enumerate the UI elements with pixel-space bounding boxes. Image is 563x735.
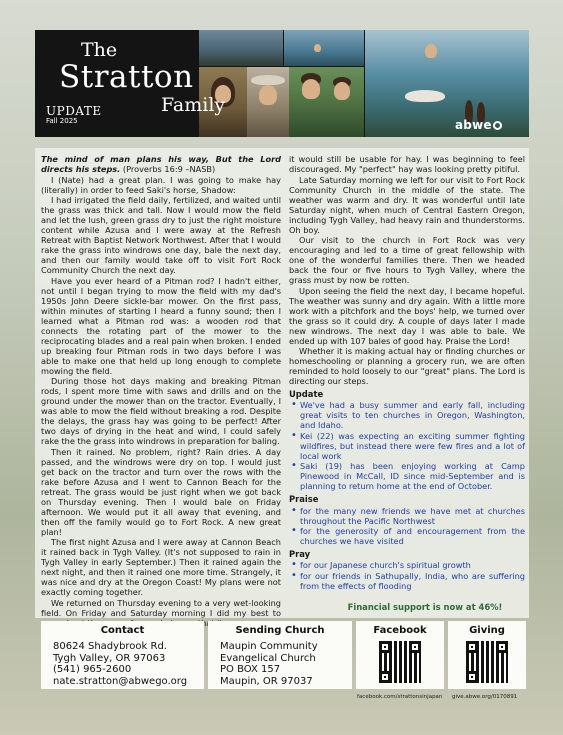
church-name-line-1: Maupin Community xyxy=(220,641,318,652)
praise-heading: Praise xyxy=(289,494,319,505)
praise-list xyxy=(289,506,525,547)
update-label: UPDATE xyxy=(46,104,102,118)
qr-finder-icon xyxy=(379,671,391,683)
title-stratton: Stratton xyxy=(59,59,194,95)
lake-photo xyxy=(199,30,283,66)
facebook-title: Facebook xyxy=(373,625,427,636)
paragraph: We returned on Thursday evening to a very wet-looking field. On Friday and Saturday morning I did my best to that xyxy=(41,597,281,628)
kayak-photo xyxy=(284,30,364,66)
contact-details xyxy=(41,641,204,687)
water-photo xyxy=(365,30,529,137)
list-item: • for the generosity of and encouragement from the churches we have visited xyxy=(289,526,525,546)
update-list xyxy=(289,400,525,491)
church-city-line: Maupin, OR 97037 xyxy=(220,675,313,687)
newsletter-body xyxy=(35,148,529,628)
contact-city-line: Tygh Valley, OR 97063 xyxy=(53,652,166,664)
qr-finder-icon xyxy=(496,641,508,653)
hat-photo xyxy=(247,67,289,137)
paragraph: I (Nate) had a great plan. I was going to make hay (literally) in order to feed Saki's horse, Shadow: xyxy=(41,174,281,195)
facebook-qr-code[interactable] xyxy=(379,641,421,683)
qr-finder-icon xyxy=(409,641,421,653)
contact-title: Contact xyxy=(100,625,145,636)
church-po-box: PO BOX 157 xyxy=(220,664,281,675)
paragraph: Then it rained. No problem, right? Rain dries. A day passed, and the windrows were dry on top. I would just get back on the tractor and turn over the rows with the rake before Azusa and I went to Cannon Beach for the retreat. The grass would be just right when we got back on Thursday evening. Then I would bale on Friday afternoon. We would put it all away that evening, and then off the family would go to Fort Rock. A new great plan! xyxy=(41,446,281,537)
contact-address-line: 80624 Shadybrook Rd. xyxy=(53,641,167,652)
church-details xyxy=(208,641,352,687)
cowboy-hat xyxy=(251,75,285,85)
list-item: • Saki (19) has been enjoying working at Camp Pinewood in McCall, ID since mid-September and is planning to return home at the end of October. xyxy=(289,461,525,491)
paragraph: Our visit to the church in Fort Rock was very encouraging and led to a time of great fellowship with one of the wonderful families there. Then we headed back the four or five hours to Tygh Valley, where the grass must by now be rotten. xyxy=(289,235,525,285)
sending-church-title: Sending Church xyxy=(235,625,325,636)
contact-card xyxy=(41,621,204,689)
swimmer-figure xyxy=(425,44,437,58)
header-banner xyxy=(35,30,529,137)
abwe-logo xyxy=(455,118,502,132)
list-item: • for our Japanese church's spiritual growth xyxy=(289,560,525,570)
church-name-line-2: Evangelical Church xyxy=(220,652,316,664)
paragraph: The first night Azusa and I were away at Cannon Beach it rained back in Tygh Valley. (It's not supposed to rain in Tygh Valley in early September.) Then it rained again the next night, and then it rained one more time. Strangely, it was nice and dry at the Oregon Coast! My plans were not exactly coming together. xyxy=(41,537,281,597)
giving-link[interactable]: give.abwe.org/0170891 xyxy=(452,694,518,700)
contact-email[interactable]: nate.stratton@abwego.org xyxy=(53,675,188,687)
list-item: • We've had a busy summer and early fall, including great visits to ten churches in Oregon, Washington, and Idaho. xyxy=(289,400,525,430)
paragraph: During those hot days making and breaking Pitman rods, I spent more time with saws and drills and on the ground under the mower than on the tractor. Eventually, I was able to mow the field without breaking a rod. Despite the delays, the grass hay was going to be perfect! After two days of drying in the heat and wind, I could safely rake the the grass into windrows in preparation for baling. xyxy=(41,376,281,446)
list-item: • Kei (22) was expecting an exciting summer fighting wildfires, but instead there were few fires and a lot of local work xyxy=(289,431,525,461)
qr-finder-icon xyxy=(466,641,478,653)
list-item: • for the many new friends we have met at churches throughout the Pacific Northwest xyxy=(289,506,525,526)
list-item: • for our friends in Sathupally, India, who are suffering from the effects of flooding xyxy=(289,571,525,591)
logo-ring-icon xyxy=(493,121,502,130)
paragraph: Have you ever heard of a Pitman rod? I hadn't either, not until I began trying to mow the field with my dad's 1950s John Deere sickle-bar mower. On the first pass, within minutes of starting I heard a funny sound; then I learned what a Pitman rod was: a wooden rod that connects the rotating part of the mower to the reciprocating blades and a real pain when broken. I ended up breaking four Pitman rods in two days before I was able to make one that held up long enough to complete mowing the field. xyxy=(41,275,281,376)
boat-shape xyxy=(405,90,445,102)
title-the: The xyxy=(81,39,118,61)
scripture-text: The mind of man plans his way, But the Lord directs his steps. xyxy=(41,154,281,174)
paragraph: I had irrigated the field daily, fertilized, and waited until the grass was thick and tall. Now I would mow the field and let the lush, green grass dry to just the right moisture content while Azusa and I were away at the Refresh Retreat with Baptist Network Northwest. After that I would rake the grass into windrows one day, bale the next day, and then our family would take off to visit Fort Rock Community Church the next day. xyxy=(41,195,281,275)
financial-support-note: Financial support is now at 46%! xyxy=(347,602,503,612)
giving-qr-code[interactable] xyxy=(466,641,508,683)
scripture-quote xyxy=(41,154,281,174)
abwe-logo-text: abwe xyxy=(455,118,492,132)
boy-face-left xyxy=(302,79,320,99)
giving-title: Giving xyxy=(469,625,505,636)
giving-card xyxy=(448,621,526,689)
scripture-ref: (Proverbs 16:9 –NASB) xyxy=(120,164,216,174)
contact-phone[interactable]: (541) 965-2600 xyxy=(53,664,132,675)
right-column xyxy=(289,154,525,591)
kayaker-figure xyxy=(314,44,321,52)
boys-photo xyxy=(289,67,364,137)
qr-finder-icon xyxy=(379,641,391,653)
paragraph: Late Saturday morning we left for our visit to Fort Rock Community Church in the middle of the state. The weather was warm and dry. It was wonderful until late Saturday night, when much of Central Eastern Oregon, including Tygh Valley, had heavy rain and thunderstorms. Oh boy. xyxy=(289,174,525,235)
facebook-card xyxy=(356,621,444,689)
paragraph: Upon seeing the field the next day, I became hopeful. The weather was sunny and dry again. With a little more work with a pitchfork and the boys' help, we turned over the grass so it could dry. A couple of days later I made new windrows. The next day I was able to bale. We ended up with 107 bales of good hay. Praise the Lord! xyxy=(289,285,525,346)
season-label: Fall 2025 xyxy=(46,117,78,125)
pray-list xyxy=(289,560,525,591)
boy-face-right xyxy=(334,82,350,100)
facebook-link[interactable]: facebook.com/strattonsinjapan xyxy=(357,694,443,700)
paragraph: Whether it is making actual hay or finding churches or homeschooling or planning a grocery run, we are often reminded to hold loosely to our "great" plans. The Lord is directing our steps. xyxy=(289,346,525,386)
title-family: Family xyxy=(161,94,226,116)
paragraph: it would still be usable for hay. I was beginning to feel discouraged. My "perfect" hay was looking pretty pitiful. xyxy=(289,154,525,174)
qr-finder-icon xyxy=(466,671,478,683)
sending-church-card xyxy=(208,621,352,689)
update-heading: Update xyxy=(289,389,324,399)
man-face xyxy=(259,85,277,105)
left-column xyxy=(41,154,281,628)
pray-heading: Pray xyxy=(289,549,311,559)
